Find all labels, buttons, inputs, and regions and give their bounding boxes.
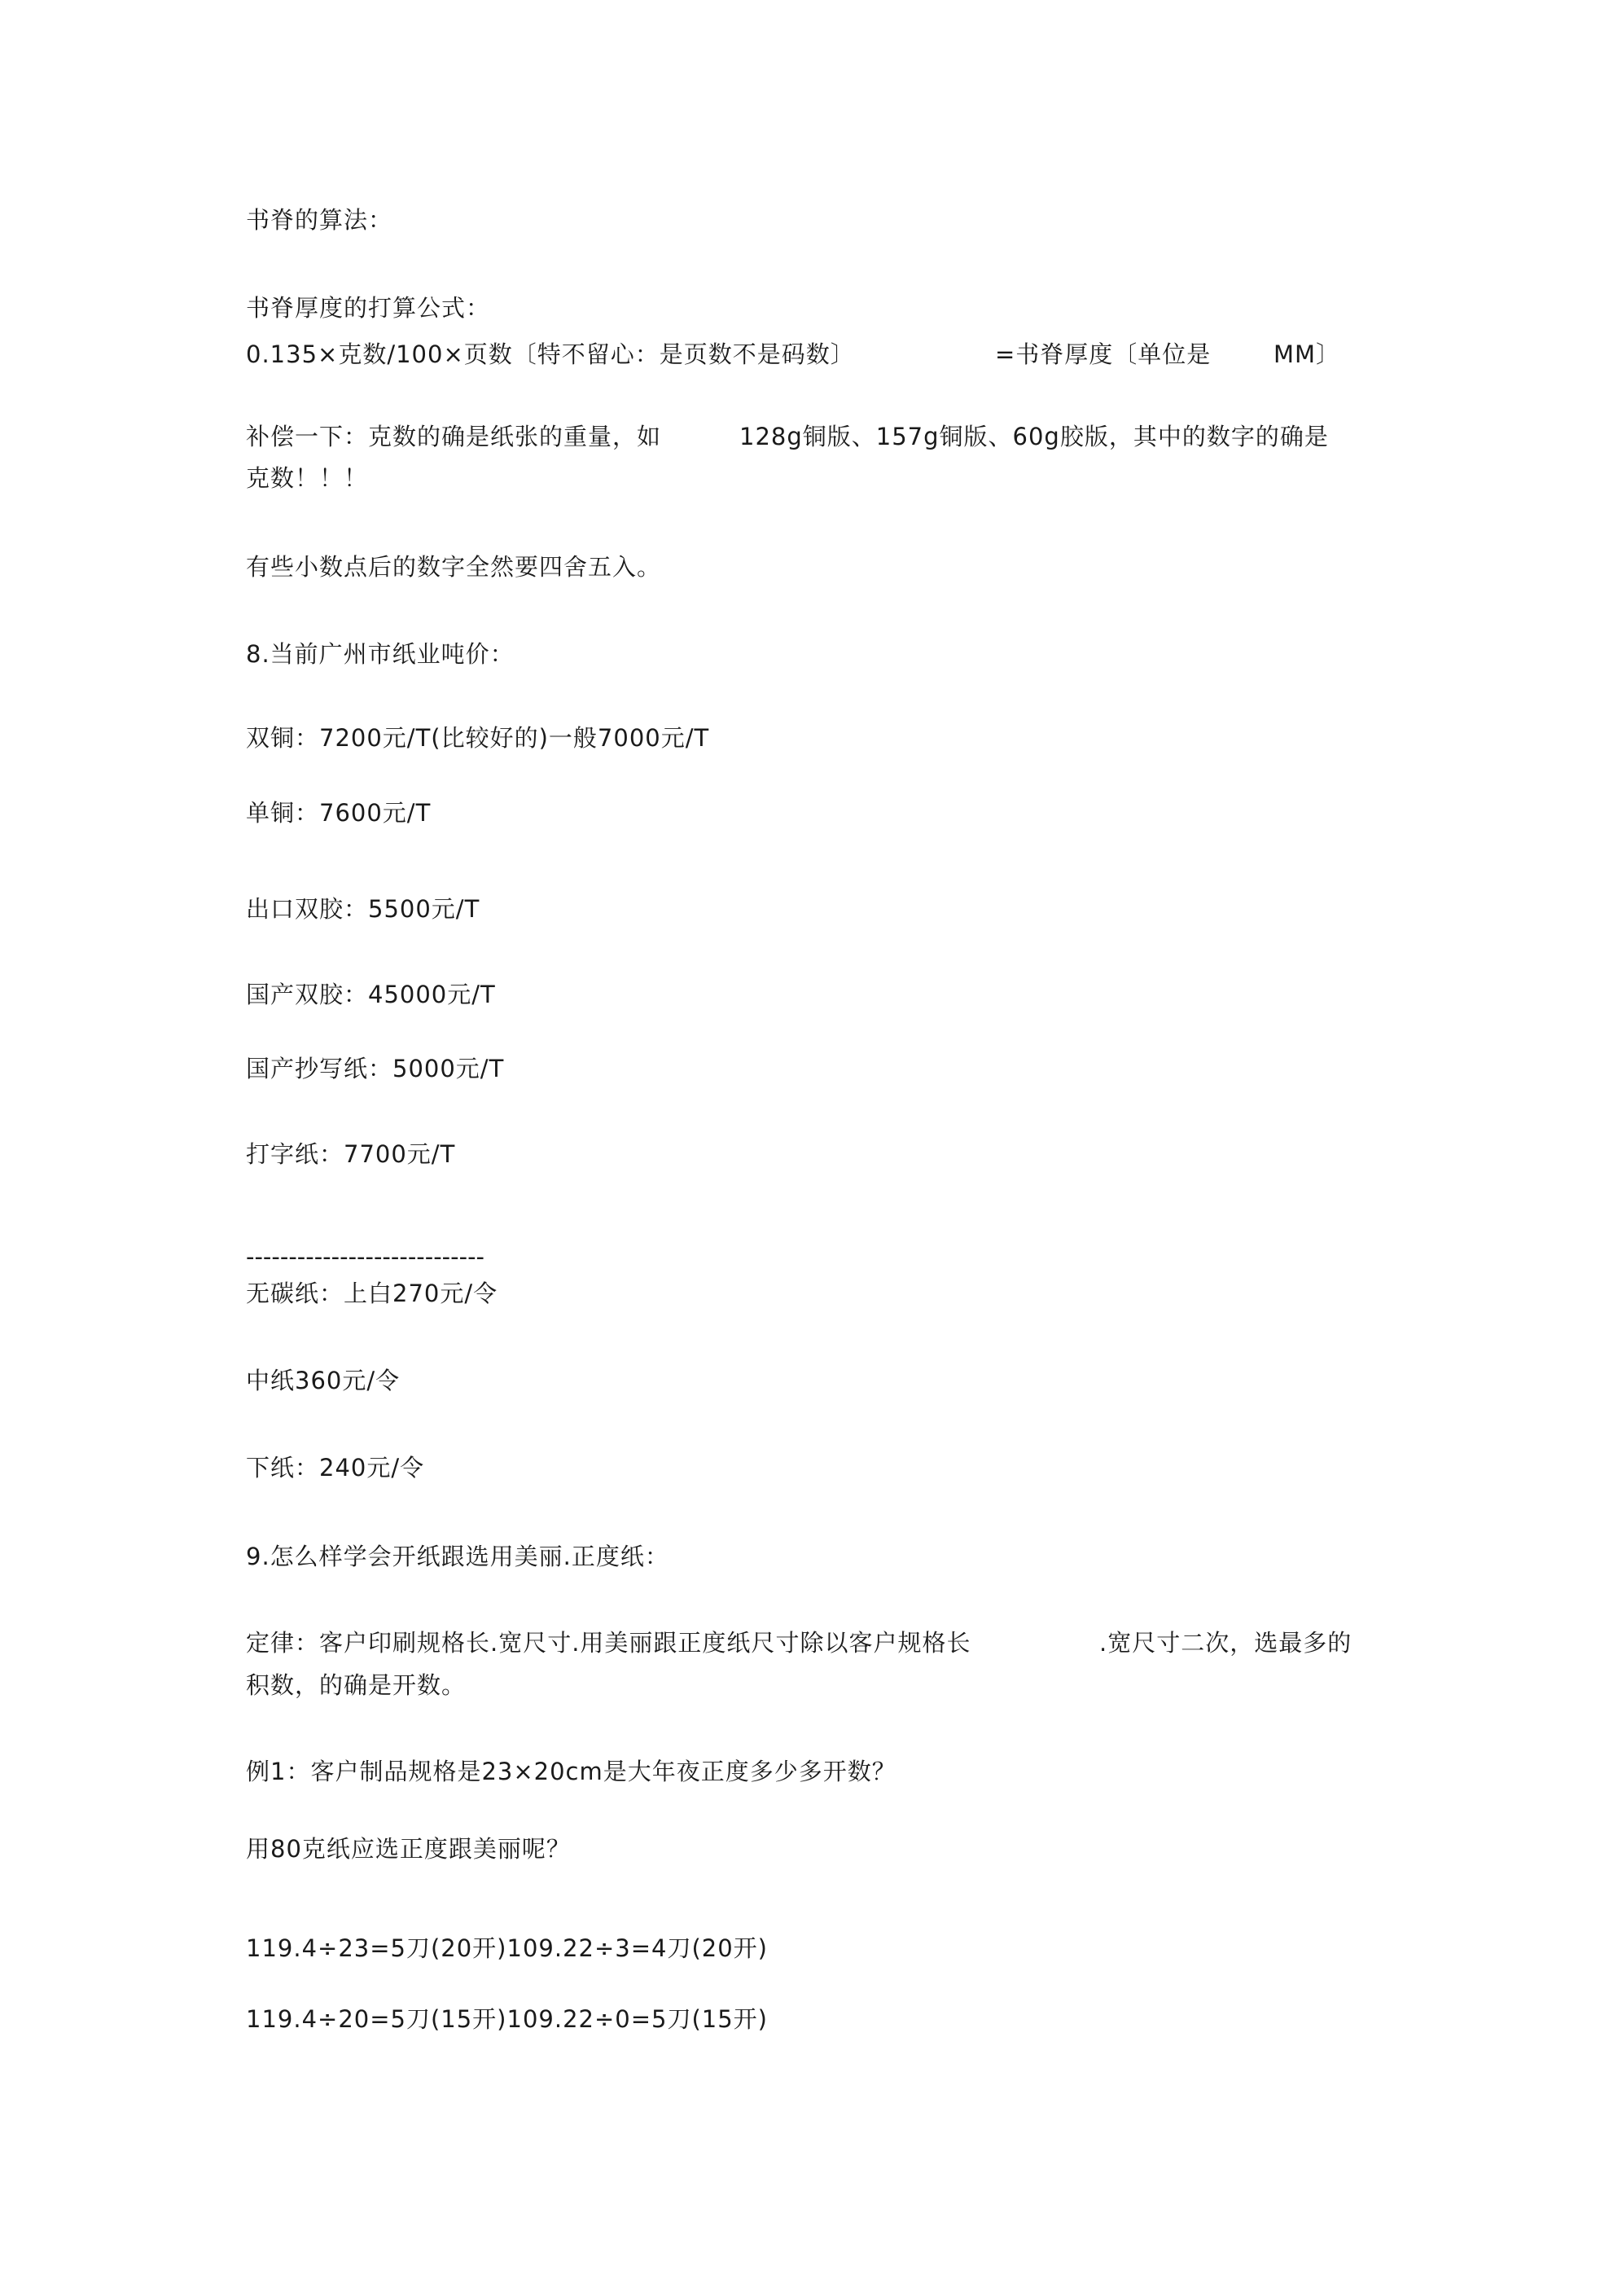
price-item-domestic-offset: 国产双胶：45000元/T [246, 981, 496, 1008]
rounding-note: 有些小数点后的数字全然要四舍五入。 [246, 553, 662, 581]
note-line-2: 克数！！！ [246, 464, 369, 492]
calculation-2: 119.4÷20=5刀(15开)109.22÷0=5刀(15开) [246, 2005, 769, 2033]
divider: ---------------------------- [246, 1243, 485, 1271]
price-item-typing-paper: 打字纸：7700元/T [246, 1140, 456, 1168]
rule-text-b: .宽尺寸二次，选最多的 [1099, 1629, 1352, 1657]
section-8-heading: 8.当前广州市纸业吨价： [246, 640, 515, 668]
formula-left: 0.135×克数/100×页数〔特不留心：是页数不是码数〕 [246, 340, 855, 368]
example-question-1: 例1：客户制品规格是23×20cm是大年夜正度多少多开数？ [246, 1758, 896, 1785]
section-9-heading: 9.怎么样学会开纸跟选用美丽.正度纸： [246, 1543, 669, 1570]
carbonless-bottom: 下纸：240元/令 [246, 1454, 425, 1482]
document-title: 书脊的算法： [246, 206, 393, 234]
price-item-export-offset: 出口双胶：5500元/T [246, 895, 480, 923]
price-item-double-coated: 双铜：7200元/T(比较好的)一般7000元/T [246, 724, 710, 752]
carbonless-top: 无碳纸：上白270元/令 [246, 1280, 498, 1307]
note-text-a: 补偿一下：克数的确是纸张的重量，如 [246, 423, 662, 450]
formula-heading: 书脊厚度的打算公式： [246, 294, 491, 322]
rule-line-2: 积数，的确是开数。 [246, 1671, 467, 1699]
price-item-writing-paper: 国产抄写纸：5000元/T [246, 1055, 505, 1082]
formula-unit: MM〕 [1273, 340, 1341, 368]
note-text-b: 128g铜版、157g铜版、60g胶版，其中的数字的确是 [739, 423, 1329, 450]
rule-line-1 [246, 1627, 1386, 1659]
carbonless-middle: 中纸360元/令 [246, 1367, 401, 1394]
formula-line [246, 338, 1386, 371]
formula-mid: =书脊厚度〔单位是 [995, 340, 1212, 368]
price-item-single-coated: 单铜：7600元/T [246, 799, 432, 827]
example-question-2: 用80克纸应选正度跟美丽呢？ [246, 1835, 571, 1863]
calculation-1: 119.4÷23=5刀(20开)109.22÷3=4刀(20开) [246, 1934, 769, 1962]
note-line-1 [246, 420, 1386, 453]
rule-text-a: 定律：客户印刷规格长.宽尺寸.用美丽跟正度纸尺寸除以客户规格长 [246, 1629, 971, 1657]
